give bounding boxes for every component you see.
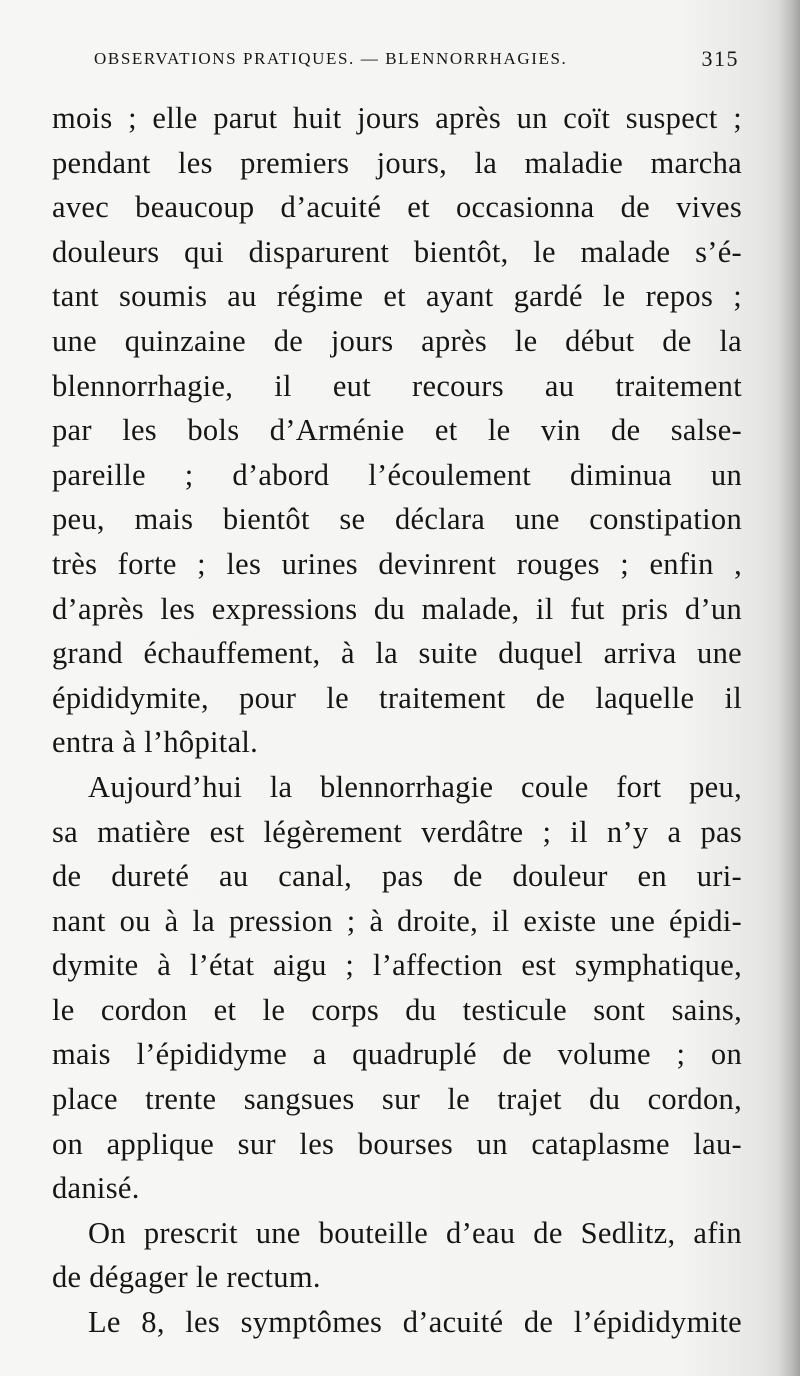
running-header [94, 44, 739, 74]
text-line: par les bols d’Arménie et le vin de salse- [52, 413, 742, 448]
body-text [52, 96, 742, 1345]
text-line: on applique sur les bourses un cataplasme lau- [52, 1126, 742, 1161]
text-line: place trente sangsues sur le trajet du cordon, [52, 1082, 742, 1117]
page-edge-shadow [778, 0, 800, 1376]
text-line: nant ou à la pression ; à droite, il existe une épidi- [52, 903, 742, 938]
text-line: pareille ; d’abord l’écoulement diminua un [52, 457, 742, 492]
text-line: tant soumis au régime et ayant gardé le repos ; [52, 279, 742, 314]
text-line: d’après les expressions du malade, il fut pris d’un [52, 591, 742, 626]
text-line: le cordon et le corps du testicule sont sains, [52, 992, 742, 1027]
text-line: épididymite, pour le traitement de laquelle il [52, 680, 742, 715]
page-number: 315 [701, 46, 739, 71]
running-title: OBSERVATIONS PRATIQUES. — BLENNORRHAGIES. [94, 49, 568, 68]
text-line: dymite à l’état aigu ; l’affection est symphatique, [52, 948, 742, 983]
paragraph [52, 1300, 742, 1345]
text-line: danisé. [52, 1171, 140, 1206]
text-line: Aujourd’hui la blennorrhagie coule fort peu, [88, 769, 742, 804]
text-line: Le 8, les symptômes d’acuité de l’épididymite [88, 1305, 742, 1340]
text-line: On prescrit une bouteille d’eau de Sedlitz, afin [88, 1215, 742, 1250]
paragraph [52, 1211, 742, 1300]
text-line: pendant les premiers jours, la maladie marcha [52, 145, 742, 180]
text-line: peu, mais bientôt se déclara une constipation [52, 502, 742, 537]
text-line: grand échauffement, à la suite duquel arriva une [52, 636, 742, 671]
text-line: entra à l’hôpital. [52, 725, 259, 760]
text-line: avec beaucoup d’acuité et occasionna de vives [52, 190, 742, 225]
text-line: de dégager le rectum. [52, 1260, 321, 1295]
text-line: très forte ; les urines devinrent rouges ; enfin , [52, 546, 742, 581]
text-line: une quinzaine de jours après le début de la [52, 323, 742, 358]
paragraph [52, 765, 742, 1211]
text-line: mois ; elle parut huit jours après un coït suspect ; [52, 101, 742, 135]
text-line: sa matière est légèrement verdâtre ; il n’y a pas [52, 814, 742, 849]
text-line: blennorrhagie, il eut recours au traitement [52, 368, 742, 403]
text-line: de dureté au canal, pas de douleur en uri- [52, 859, 742, 894]
text-line: douleurs qui disparurent bientôt, le malade s’é- [52, 234, 742, 269]
paragraph [52, 96, 742, 765]
text-line: mais l’épididyme a quadruplé de volume ; on [52, 1037, 742, 1072]
